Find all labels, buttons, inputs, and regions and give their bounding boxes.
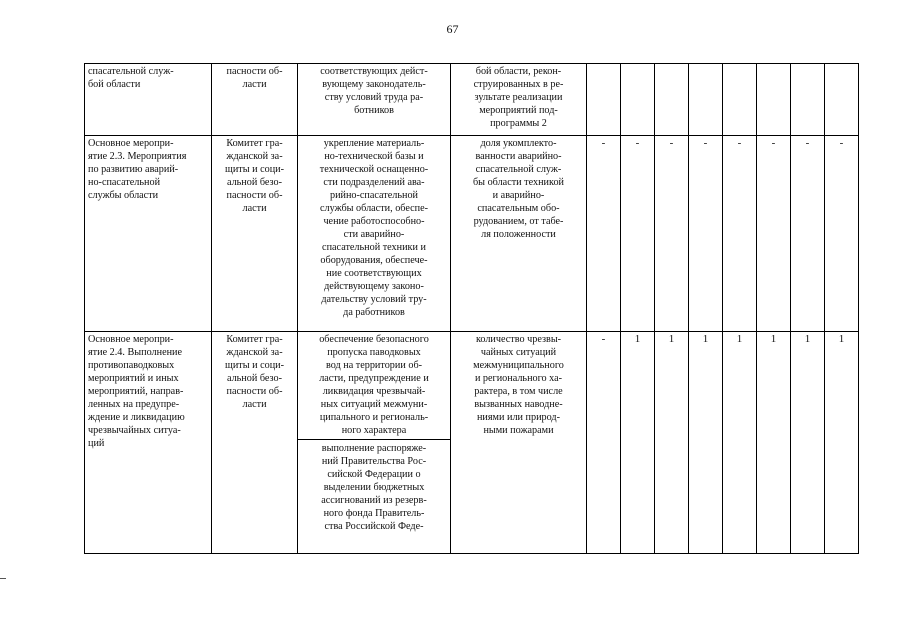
event-cell: Основное меропри- ятие 2.4. Выполнение противопаводковых мероприятий и иных мероприятий, направ- ленных на предупре- ждение и ликвидацию чрезвычайных ситуа- ций [85,332,212,554]
indicator-cell: доля укомплекто- ванности аварийно- спасательной служ- бы области техникой и аварийно- спасательным обо- рудованием, от табе- ля положенности [451,136,587,332]
value-cell: - [655,136,689,332]
value-cell: 1 [689,332,723,554]
event-cell: Основное меропри- ятие 2.3. Мероприятия по развитию аварий- но-спасательной службы области [85,136,212,332]
result-cell: соответствующих дейст- вующему законодатель- ству условий труда ра- ботников [298,64,451,136]
indicator-cell: бой области, рекон- струированных в ре- зультате реализации мероприятий под- программы 2 [451,64,587,136]
value-cell: 1 [655,332,689,554]
executor-cell: Комитет гра- жданской за- щиты и соци- альной безо- пасности об- ласти [212,332,298,554]
value-cell [655,64,689,136]
scan-mark [0,578,6,579]
value-cell [791,64,825,136]
value-cell: - [621,136,655,332]
executor-cell: пасности об- ласти [212,64,298,136]
value-cell: 1 [621,332,655,554]
result-subcell: выполнение распоряже- ний Правительства Рос- сийской Федерации о выделении бюджетных ассигнований из резерв- ного фонда Правитель- ства Российской Феде- [321,443,427,532]
value-cell [587,64,621,136]
value-cell: 1 [757,332,791,554]
value-cell [757,64,791,136]
event-cell: спасательной служ- бой области [85,64,212,136]
value-cell: - [587,136,621,332]
value-cell: - [689,136,723,332]
table-row [85,64,859,136]
value-cell [689,64,723,136]
value-cell: 1 [825,332,859,554]
value-cell [621,64,655,136]
value-cell: - [587,332,621,554]
result-cell: укрепление материаль- но-технической базы и технической оснащенно- сти подразделений ава- рийно-спасательной службы области, обеспе- чение работоспособно- сти аварийно- спасательной техники и оборудования, обеспече- ние соответствующих действующему законо- дательству условий тру- да работников [298,136,451,332]
result-subcell: обеспечение безопасного пропуска паводковых вод на территории об- ласти, предупреждение и ликвидация чрезвычай- ных ситуаций межмуни- ципального и региональ- ного характера [298,332,450,440]
value-cell: - [791,136,825,332]
value-cell [723,64,757,136]
value-cell: - [723,136,757,332]
value-cell: - [825,136,859,332]
table-row [85,136,859,332]
value-cell: 1 [723,332,757,554]
value-cell: 1 [791,332,825,554]
value-cell: - [757,136,791,332]
executor-cell: Комитет гра- жданской за- щиты и соци- альной безо- пасности об- ласти [212,136,298,332]
page-number: 67 [446,22,459,36]
program-table [84,63,859,554]
table-row [85,332,859,554]
indicator-cell: количество чрезвы- чайных ситуаций межмуниципального и регионального ха- рактера, в том числе вызванных наводне- ниями или природ- ными пожарами [451,332,587,554]
result-cell [298,332,451,554]
value-cell [825,64,859,136]
